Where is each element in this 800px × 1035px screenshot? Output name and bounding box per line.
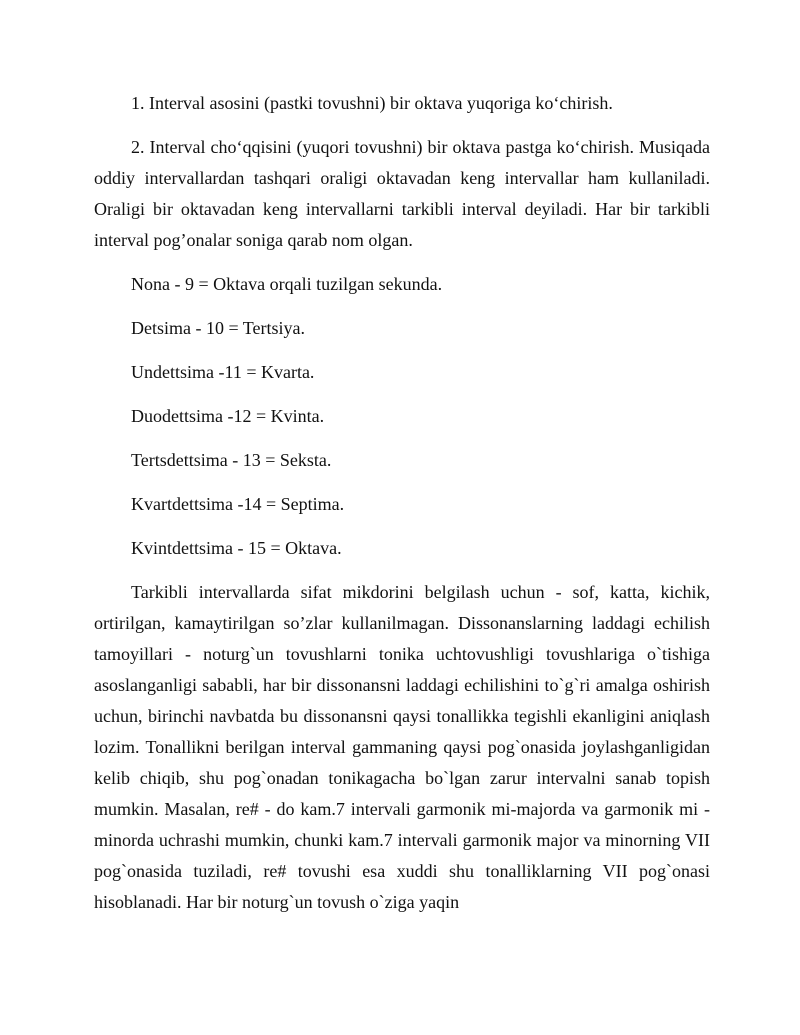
paragraph-step-1: 1. Interval asosini (pastki tovushni) bir oktava yuqoriga ko‘chirish. — [131, 93, 613, 113]
paragraph-step-2: 2. Interval cho‘qqisini (yuqori tovushni) bir oktava pastga ko‘chirish. Musiqada oddiy intervallardan tashqari oraligi oktavadan keng intervallar ham kullaniladi. Oraligi bir oktavadan keng intervallarni tarkibli interval deyiladi. Har bir tarkibli interval pog’onalar soniga qarab nom olgan. — [94, 137, 710, 250]
interval-kvintdettsima: Kvintdettsima - 15 = Oktava. — [131, 538, 342, 558]
interval-nona: Nona - 9 = Oktava orqali tuzilgan sekunda. — [131, 274, 443, 294]
interval-tertsdettsima: Tertsdettsima - 13 = Seksta. — [131, 450, 332, 470]
paragraph-dissonance-resolution: Tarkibli intervallarda sifat mikdorini belgilash uchun - sof, katta, kichik, ortirilgan, kamaytirilgan so’zlar kullanilmagan. Dissonanslarning laddagi echilish tamoyillari - noturg`un tovushlarni tonika uchtovushligi tovushlariga o`tishiga asoslanganligi sababli, har bir dissonansni laddagi echilishini to`g`ri amalga oshirish uchun, birinchi navbatda bu dissonansni qaysi tonallikka tegishli ekanligini aniqlash lozim. Tonallikni berilgan interval gammaning qaysi pog`onasida joylashganligidan kelib chiqib, shu pog`onadan tonikagacha bo`lgan zarur intervalni sanab topish mumkin. Masalan, re# - do kam.7 intervali garmonik mi-majorda va garmonik mi - minorda uchrashi mumkin, chunki kam.7 intervali garmonik major va minorning VII pog`onasida tuziladi, re# tovushi esa xuddi shu tonalliklarning VII pog`onasi hisoblanadi. Har bir noturg`un tovush o`ziga yaqin — [94, 582, 710, 912]
document-page — [94, 88, 710, 931]
interval-detsima: Detsima - 10 = Tertsiya. — [131, 318, 306, 338]
interval-undettsima: Undettsima -11 = Kvarta. — [131, 362, 315, 382]
interval-kvartdettsima: Kvartdettsima -14 = Septima. — [131, 494, 345, 514]
interval-duodettsima: Duodettsima -12 = Kvinta. — [131, 406, 325, 426]
